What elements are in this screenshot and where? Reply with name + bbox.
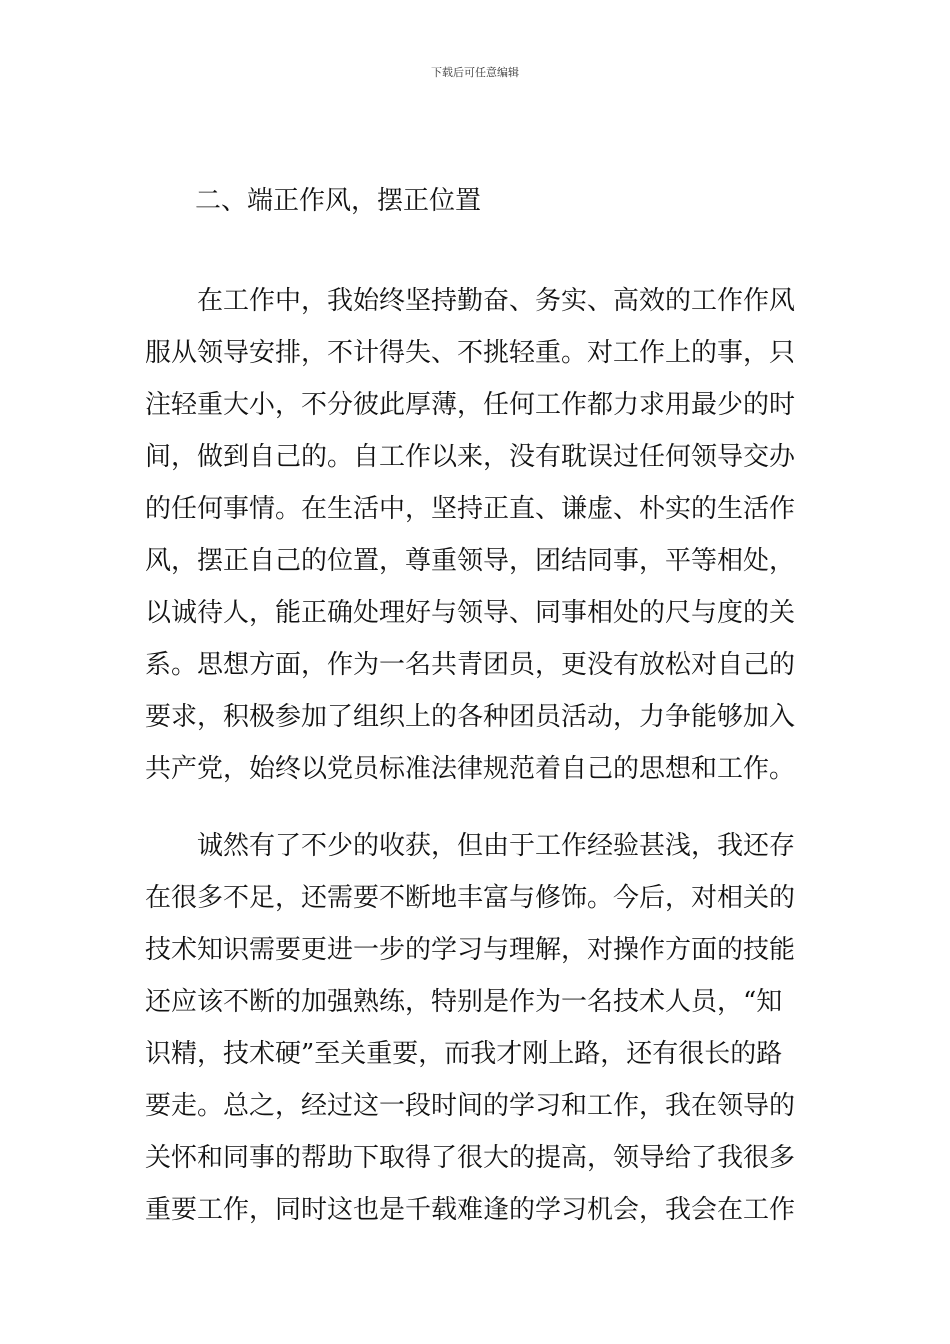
body-paragraph xyxy=(145,275,810,795)
paragraph-line: 还应该不断的加强熟练，特别是作为一名技术人员，“知 xyxy=(145,987,783,1017)
paragraph-line: 的任何事情。在生活中，坚持正直、谦虚、朴实的生活作 xyxy=(145,494,796,524)
paragraph-line: 间，做到自己的。自工作以来，没有耽误过任何领导交办 xyxy=(145,442,796,472)
paragraph-line: 技术知识需要更进一步的学习与理解，对操作方面的技能 xyxy=(145,935,796,965)
section-heading: 二、端正作风，摆正位置 xyxy=(195,186,482,216)
paragraph-line: 在很多不足，还需要不断地丰富与修饰。今后，对相关的 xyxy=(145,883,796,913)
paragraph-line: 要走。总之，经过这一段时间的学习和工作，我在领导的 xyxy=(145,1091,796,1121)
paragraph-line: 服从领导安排，不计得失、不挑轻重。对工作上的事，只 xyxy=(145,338,796,368)
paragraph-line: 共产党，始终以党员标准法律规范着自己的思想和工作。 xyxy=(145,754,796,784)
paragraph-line: 风，摆正自己的位置，尊重领导，团结同事，平等相处， xyxy=(145,546,796,576)
body-paragraph xyxy=(145,820,810,1236)
paragraph-line: 在工作中，我始终坚持勤奋、务实、高效的工作作风 xyxy=(197,286,796,316)
paragraph-line: 关怀和同事的帮助下取得了很大的提高，领导给了我很多 xyxy=(145,1143,796,1173)
paragraph-line: 识精，技术硬”至关重要，而我才刚上路，还有很长的路 xyxy=(145,1039,783,1069)
header-note: 下载后可任意编辑 xyxy=(431,66,519,79)
paragraph-line: 注轻重大小，不分彼此厚薄，任何工作都力求用最少的时 xyxy=(145,390,796,420)
paragraph-line: 诚然有了不少的收获，但由于工作经验甚浅，我还存 xyxy=(197,831,796,861)
paragraph-line: 系。思想方面，作为一名共青团员，更没有放松对自己的 xyxy=(145,650,796,680)
paragraph-line: 重要工作，同时这也是千载难逢的学习机会，我会在工作 xyxy=(145,1195,796,1225)
paragraph-line: 要求，积极参加了组织上的各种团员活动，力争能够加入 xyxy=(145,702,796,732)
paragraph-line: 以诚待人，能正确处理好与领导、同事相处的尺与度的关 xyxy=(145,598,796,628)
